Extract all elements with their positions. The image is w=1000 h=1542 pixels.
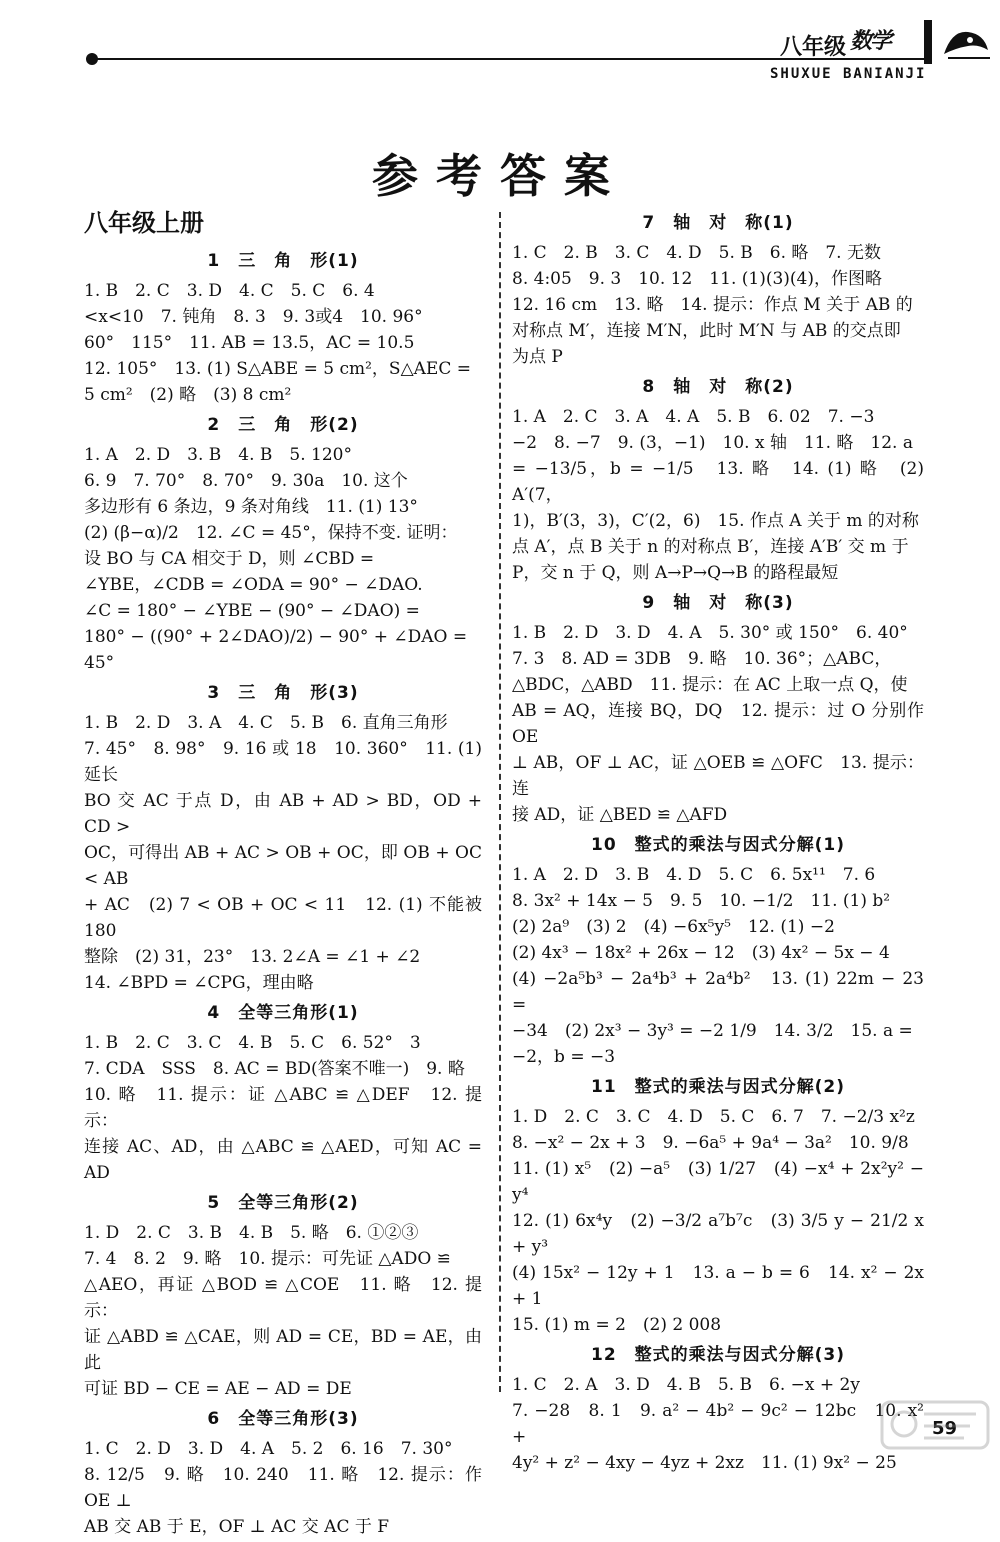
answer-line: 7. 45° 8. 98° 9. 16 或 18 10. 360° 11. (1) 延长 bbox=[84, 739, 482, 785]
mascot-icon bbox=[938, 24, 994, 64]
answer-line: 6. 9 7. 70° 8. 70° 9. 30a 10. 这个 bbox=[84, 471, 408, 491]
answer-line: 1. B 2. D 3. D 4. A 5. 30° 或 150° 6. 40° bbox=[512, 623, 908, 643]
section-heading: 9 轴 对 称(3) bbox=[642, 593, 794, 613]
answer-line: 7. 3 8. AD = 3DB 9. 略 10. 36°；△ABC， bbox=[512, 649, 892, 669]
answer-line: 8. −x² − 2x + 3 9. −6a⁵ + 9a⁴ − 3a² 10. 9/8 bbox=[512, 1133, 909, 1153]
answer-block bbox=[512, 1104, 924, 1338]
answer-line: 1)，B′(3，3)，C′(2，6) 15. 作点 A 关于 m 的对称 bbox=[512, 511, 919, 531]
answer-line: 1. C 2. D 3. D 4. A 5. 2 6. 16 7. 30° bbox=[84, 1439, 453, 1459]
answer-line: 10. 略 11. 提示：证 △ABC ≌ △DEF 12. 提示： bbox=[84, 1085, 482, 1131]
answer-line: 1. C 2. A 3. D 4. B 5. B 6. −x + 2y bbox=[512, 1375, 860, 1395]
header-grade: 八年级 bbox=[780, 35, 847, 60]
answer-line: 7. CDA SSS 8. AC = BD(答案不唯一) 9. 略 bbox=[84, 1059, 465, 1079]
answer-line: 12. (1) 6x⁴y (2) −3/2 a⁷b⁷c (3) 3/5 y − 21/2 x + y³ bbox=[512, 1211, 924, 1257]
answer-line: 7. 4 8. 2 9. 略 10. 提示：可先证 △ADO ≌ bbox=[84, 1249, 451, 1269]
answer-block bbox=[512, 620, 924, 828]
answer-line: ∠C = 180° − ∠YBE − (90° − ∠DAO) = bbox=[84, 601, 420, 621]
answer-line: 1. C 2. B 3. C 4. D 5. B 6. 略 7. 无数 bbox=[512, 243, 881, 263]
answer-line: 1. D 2. C 3. C 4. D 5. C 6. 7 7. −2/3 x²z bbox=[512, 1107, 915, 1127]
answer-block bbox=[84, 1436, 482, 1540]
answer-line: 12. 16 cm 13. 略 14. 提示：作点 M 关于 AB 的 bbox=[512, 295, 913, 315]
answer-line: 5 cm² (2) 略 (3) 8 cm² bbox=[84, 385, 292, 405]
section-heading: 11 整式的乘法与因式分解(2) bbox=[590, 1077, 846, 1097]
page-number: 59 bbox=[932, 1418, 958, 1439]
answer-line: 点 A′，点 B 关于 n 的对称点 B′，连接 A′B′ 交 m 于 bbox=[512, 537, 909, 557]
answer-line: OC，可得出 AB + AC > OB + OC，即 OB + OC < AB bbox=[84, 843, 482, 889]
answer-block bbox=[512, 404, 924, 586]
answer-line: 可证 BD − CE = AE − AD = DE bbox=[84, 1379, 352, 1399]
answer-line: 11. (1) x⁵ (2) −a⁵ (3) 1/27 (4) −x⁴ + 2x²y² − y⁴ bbox=[512, 1159, 924, 1205]
answer-line: 1. B 2. C 3. C 4. B 5. C 6. 52° 3 bbox=[84, 1033, 421, 1053]
answer-line: ⊥ AB，OF ⊥ AC，证 △OEB ≌ △OFC 13. 提示：连 bbox=[512, 753, 924, 799]
answer-line: (2) (β−α)/2 12. ∠C = 45°，保持不变. 证明： bbox=[84, 523, 458, 543]
header-pinyin: SHUXUE BANIANJI bbox=[770, 66, 927, 82]
answer-line: 4y² + z² − 4xy − 4yz + 2xz 11. (1) 9x² − 25 bbox=[512, 1453, 897, 1473]
header-bar bbox=[924, 20, 932, 64]
answer-line: AB = AQ，连接 BQ，DQ 12. 提示：过 O 分别作 OE bbox=[512, 701, 924, 747]
answer-line: 1. A 2. D 3. B 4. B 5. 120° bbox=[84, 445, 352, 465]
section-heading: 5 全等三角形(2) bbox=[207, 1193, 359, 1213]
answer-line: 1. B 2. C 3. D 4. C 5. C 6. 4 bbox=[84, 281, 375, 301]
answer-line: + AC (2) 7 < OB + OC < 11 12. (1) 不能被 180 bbox=[84, 895, 482, 941]
answer-line: 14. ∠BPD = ∠CPG，理由略 bbox=[84, 973, 314, 993]
column-divider bbox=[499, 212, 501, 1392]
section-heading: 1 三 角 形(1) bbox=[207, 251, 359, 271]
answer-line: −2，b = −3 bbox=[512, 1047, 616, 1067]
section-heading: 7 轴 对 称(1) bbox=[642, 213, 794, 233]
answer-line: 接 AD，证 △BED ≌ △AFD bbox=[512, 805, 728, 825]
answer-line: 连接 AC、AD，由 △ABC ≌ △AED，可知 AC = AD bbox=[84, 1137, 482, 1183]
section-heading: 12 整式的乘法与因式分解(3) bbox=[590, 1345, 846, 1365]
answer-line: AB 交 AB 于 E，OF ⊥ AC 交 AC 于 F bbox=[84, 1517, 390, 1537]
answer-line: P，交 n 于 Q，则 A→P→Q→B 的路程最短 bbox=[512, 563, 839, 583]
left-column bbox=[84, 206, 482, 1542]
answer-block bbox=[512, 862, 924, 1070]
section-heading: 8 轴 对 称(2) bbox=[642, 377, 794, 397]
answer-block bbox=[84, 1030, 482, 1186]
answer-line: −2 8. −7 9. (3，−1) 10. x 轴 11. 略 12. a bbox=[512, 433, 913, 453]
answer-line: 证 △ABD ≌ △CAE，则 AD = CE，BD = AE，由此 bbox=[84, 1327, 482, 1373]
answer-line: 45° bbox=[84, 653, 115, 673]
page-title: 参考答案 bbox=[372, 149, 628, 203]
answer-line: −34 (2) 2x³ − 3y³ = −2 1/9 14. 3/2 15. a = bbox=[512, 1021, 913, 1041]
answer-line: 7. −28 8. 1 9. a² − 4b² − 9c² − 12bc 10. x² + bbox=[512, 1401, 924, 1447]
answer-block bbox=[84, 278, 482, 408]
answer-line: (2) 2a⁹ (3) 2 (4) −6x⁵y⁵ 12. (1) −2 bbox=[512, 917, 835, 937]
answer-line: 180° − ((90° + 2∠DAO)/2) − 90° + ∠DAO = bbox=[84, 627, 468, 647]
answer-block bbox=[84, 442, 482, 676]
header-subject: 数学 bbox=[850, 29, 891, 54]
section-heading: 2 三 角 形(2) bbox=[207, 415, 359, 435]
volume-title: 八年级上册 bbox=[84, 209, 204, 237]
answer-line: 1. B 2. D 3. A 4. C 5. B 6. 直角三角形 bbox=[84, 713, 448, 733]
answer-line: 8. 12/5 9. 略 10. 240 11. 略 12. 提示：作 OE ⊥ bbox=[84, 1465, 482, 1511]
answer-line: 整除 (2) 31，23° 13. 2∠A = ∠1 + ∠2 bbox=[84, 947, 421, 967]
answer-line: 60° 115° 11. AB = 13.5，AC = 10.5 bbox=[84, 333, 415, 353]
answer-line: BO 交 AC 于点 D，由 AB + AD > BD，OD + CD > bbox=[84, 791, 482, 837]
section-heading: 10 整式的乘法与因式分解(1) bbox=[590, 835, 846, 855]
answer-block bbox=[512, 240, 924, 370]
answer-line: 12. 105° 13. (1) S△ABE = 5 cm²，S△AEC = bbox=[84, 359, 471, 379]
answer-line: <x<10 7. 钝角 8. 3 9. 3或4 10. 96° bbox=[84, 307, 423, 327]
answer-line: 1. D 2. C 3. B 4. B 5. 略 6. ①②③ bbox=[84, 1223, 419, 1243]
answer-line: 8. 3x² + 14x − 5 9. 5 10. −1/2 11. (1) b² bbox=[512, 891, 891, 911]
answer-block bbox=[84, 710, 482, 996]
section-heading: 4 全等三角形(1) bbox=[207, 1003, 359, 1023]
answer-line: = −13/5，b = −1/5 13. 略 14. (1) 略 (2) A′(7， bbox=[512, 459, 924, 505]
answer-line: 15. (1) m = 2 (2) 2 008 bbox=[512, 1315, 722, 1335]
left-sections bbox=[84, 248, 482, 1540]
answer-line: 设 BO 与 CA 相交于 D，则 ∠CBD = bbox=[84, 549, 375, 569]
answer-line: 1. A 2. D 3. B 4. D 5. C 6. 5x¹¹ 7. 6 bbox=[512, 865, 876, 885]
answer-line: 多边形有 6 条边，9 条对角线 11. (1) 13° bbox=[84, 497, 418, 517]
right-column bbox=[512, 206, 924, 1478]
answer-line: 对称点 M′，连接 M′N，此时 M′N 与 AB 的交点即 bbox=[512, 321, 901, 341]
answer-line: (4) 15x² − 12y + 1 13. a − b = 6 14. x² − 2x + 1 bbox=[512, 1263, 924, 1309]
answer-line: (4) −2a⁵b³ − 2a⁴b³ + 2a⁴b² 13. (1) 22m − 23 = bbox=[512, 969, 924, 1015]
answer-line: △AEO，再证 △BOD ≌ △COE 11. 略 12. 提示： bbox=[84, 1275, 482, 1321]
answer-line: ∠YBE，∠CDB = ∠ODA = 90° − ∠DAO. bbox=[84, 575, 423, 595]
section-heading: 6 全等三角形(3) bbox=[207, 1409, 359, 1429]
answer-line: 1. A 2. C 3. A 4. A 5. B 6. 02 7. −3 bbox=[512, 407, 875, 427]
right-sections bbox=[512, 210, 924, 1476]
answer-line: 8. 4:05 9. 3 10. 12 11. (1)(3)(4)，作图略 bbox=[512, 269, 882, 289]
answer-line: △BDC，△ABD 11. 提示：在 AC 上取一点 Q，使 bbox=[512, 675, 908, 695]
answer-block bbox=[512, 1372, 924, 1476]
answer-line: (2) 4x³ − 18x² + 26x − 12 (3) 4x² − 5x − 4 bbox=[512, 943, 890, 963]
section-heading: 3 三 角 形(3) bbox=[207, 683, 359, 703]
answer-block bbox=[84, 1220, 482, 1402]
watermark-logo bbox=[880, 1396, 990, 1452]
answer-line: 为点 P bbox=[512, 347, 563, 367]
